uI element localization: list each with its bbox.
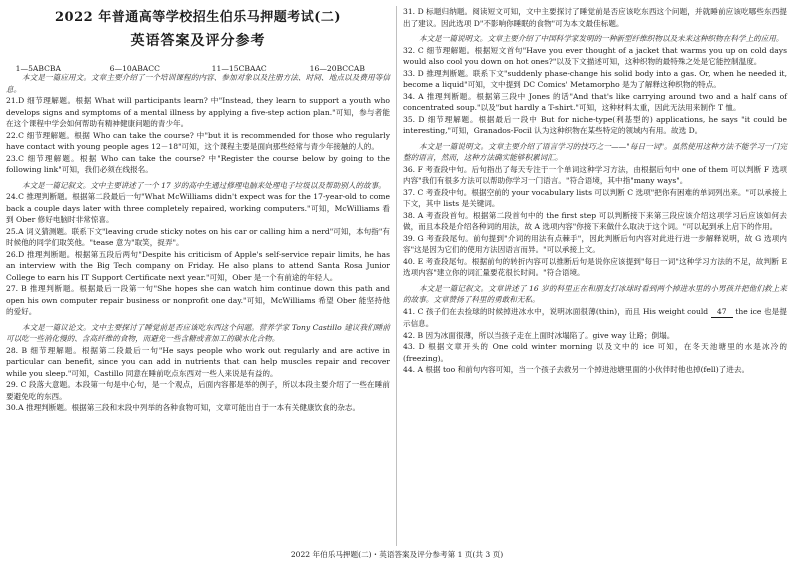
document-subtitle: 英语答案及评分参考 bbox=[130, 33, 266, 49]
exam-title: 2022 年普通高等学校招生伯乐马押题考试(二) bbox=[54, 10, 341, 25]
explanation-text: 41. C 孩子们在去捡球的时候掉进冰水中，说明冰面很薄(thin)，而且 His weight could bbox=[403, 306, 711, 316]
answer-explanation: 32. C 细节理解题。根据短文首句"Have you ever thought of a jacket that warms you up on cold days would also cool you down on hot ones?"以及下文描述可知，这种织物的最特殊之处是它能控制温度。 bbox=[403, 45, 787, 66]
answer-key-group: 1—5ABCBA bbox=[15, 64, 61, 73]
left-column bbox=[0, 0, 396, 567]
answer-explanation: 23.C 细节理解题。根据 Who can take the course? 中"Register the course below by going to the following link"可知，我们必须在线报名。 bbox=[6, 153, 390, 174]
answer-explanation bbox=[403, 306, 787, 330]
passage-summary: 本文是一篇说明文。文章主要介绍了语言学习的技巧之一——"每日一词"。虽然使用这种方法不能学习一门完整的语言，然而，这种方法确实能够积累词汇。 bbox=[403, 141, 787, 162]
right-content bbox=[403, 6, 787, 376]
answer-explanation: 36. F 考查段中句。后句指出了每天专注于一个单词这种学习方法，由根据后句中 one of them 可以判断 F 选项内容"我们有很多方法可以帮助你学习一门语言。"符合语境，其中指"many ways"。 bbox=[403, 164, 787, 185]
passage-summary: 本文是一篇记叙文。文章讲述了 16 岁的科里正在和朋友打冰球时看到两个掉进水里的小男孩并把他们救上来的故事。文章赞扬了科里的勇敢和无私。 bbox=[403, 283, 787, 304]
passage-summary: 本文是一篇说明文。文章主要介绍了中国科学家发明的一种新型纤维织物以及未来这种织物在科学上的应用。 bbox=[419, 34, 784, 43]
passage-summary: 本文是一篇记叙文。文中主要讲述了一个 17 岁的高中生通过修理电脑来处理电子垃圾以及帮助别人的故事。 bbox=[22, 180, 386, 190]
underlined-blank: 47 bbox=[711, 306, 733, 319]
answer-explanation: 40. E 考查段尾句。根据前句的转折内容可以推断后句是说你应该提到"每日一词"这种学习方法的不足，故判断 E 选项内容"建立你的词汇量要花很长时间。"符合语境。 bbox=[403, 256, 787, 277]
answer-explanation: 30.A 推理判断题。根据第三段和末段中列举的各种食物可知，文章可能出自于一本有关健康饮食的杂志。 bbox=[6, 403, 361, 412]
answer-explanation: 21.D 细节理解题。根据 What will participants learn? 中"Instead, they learn to support a youth who develops signs and symptoms of a mental illness by applying a five-step action plan."可知，参与者能在这个课程中学会如何帮助有精神健康问题的青少年。 bbox=[6, 96, 390, 128]
page-footer: 2022 年伯乐马押题(二)・英语答案及评分参考第 1 页(共 3 页) bbox=[290, 550, 504, 559]
answer-explanation: 27. B 推理判断题。根据最后一段第一句"She hopes she can watch him continue down this path and open his own computer repair business or nonprofit one day."可知，McWilliams 希望 Ober 能坚持他的爱好。 bbox=[6, 284, 390, 316]
passage-summary: 本文是一篇议论文。文中主要探讨了睡觉前是否应该吃东西这个问题。营养学家 Tony Castillo 建议我们睡前可以吃一些消化慢的、含高纤维的食物，而避免一些含糖或者加工的碳水化合物。 bbox=[6, 322, 390, 343]
answer-explanation: 22.C 细节理解题。根据 Who can take the course? 中"but it is recommended for those who regularly have contact with young people ages 12－18"可知，这个课程主要是面向那些经常与青少年接触的人的。 bbox=[6, 130, 390, 151]
answer-key-group: 6—10ABACC bbox=[109, 64, 160, 73]
answer-explanation: 44. A 根据 too 和前句内容可知，当一个孩子去救另一个掉进池塘里面的小伙伴时他也掉(fell)了进去。 bbox=[403, 365, 750, 374]
explanation-text: the ice 也是提示信息。 bbox=[403, 306, 787, 328]
answer-explanation: 34. A 推理判断题。根据第三段中 Jones 的话"And that's like carrying around two and a half cans of concentrated soup."以及"but hardly a T-shirt."可知，这种材料太重，因此无法用来制作 T 恤。 bbox=[403, 91, 787, 112]
answer-key-group: 16—20BCCAB bbox=[309, 64, 365, 73]
passage-summary: 本文是一篇应用文。文章主要介绍了一个培训课程的内容、参加对象以及注册方法、时间、地点以及费用等信息。 bbox=[6, 73, 390, 94]
left-content bbox=[6, 72, 390, 414]
answer-explanation: 29. C 段落大意题。本段第一句是中心句，是一个观点，后面内容都是举的例子，所以本段主要介绍了一些在睡前要避免吃的东西。 bbox=[6, 380, 390, 401]
answer-key-group: 11—15CBAAC bbox=[211, 64, 267, 73]
column-divider bbox=[396, 6, 397, 546]
answer-explanation: 33. D 推理判断题。联系下文"suddenly phase-change his solid body into a gas. Or, when he needed it, become a liquid"可知，文中提到 DC Comics' Metamorpho 是为了解释这种织物的特点。 bbox=[403, 68, 787, 89]
answer-explanation: 42. B 因为冰面很薄，所以当孩子走在上面时冰塌陷了。give way 让路；倒塌。 bbox=[403, 330, 675, 340]
answer-explanation: 25.A 词义猜测题。联系下文"leaving crude sticky notes on his car or calling him a nerd"可知，本句指"有时候他的同学们取笑他。"tease 意为"取笑，捉弄"。 bbox=[6, 226, 390, 247]
answer-explanation: 43. D 根据文章开头的 One cold winter morning 以及文中的 ice 可知，在冬天池塘里的水是冰冷的(freezing)。 bbox=[403, 342, 787, 363]
answer-explanation: 26.D 推理判断题。根据第五段后两句"Despite his criticism of Apple's self-service repair limits, he has an interview with the Big Tech company on Friday. He also plans to attend Santa Rosa Junior College to earn his IT Support Certificate next year."可知，Ober 是一个有前途的年轻人。 bbox=[6, 249, 390, 282]
answer-explanation: 28. B 细节理解题。根据第二段最后一句"He says people who work out regularly and are active in particular can benefit, since you can add in nutrients that can help muscles repair and recover while you sleep."可知，Castillo 同意在睡前吃点东西对一些人来说是有益的。 bbox=[6, 345, 390, 378]
answer-explanation: 39. G 考查段尾句。前句提到"介词的用法有点棘手"，因此判断后句内容对此进行进一步解释说明，故 G 选项内容"这是因为它们的使用方法因语言而异。"可以承接上文。 bbox=[403, 233, 787, 254]
right-column bbox=[399, 0, 794, 567]
answer-explanation: 24.C 推理判断题。根据第二段最后一句"What McWilliams didn't expect was for the 17-year-old to come back a couple days later with three completely repaired, working computers."可知，McWilliams 看到 Ober 修好电脑时非常惊喜。 bbox=[6, 192, 390, 224]
answer-explanation: 37. C 考查段中句。根据空前的 your vocabulary lists 可以判断 C 选项"把你有困难的单词列出来。"可以承接上下文，其中 lists 是关键词。 bbox=[403, 187, 787, 208]
answer-explanation: 31. D 标题归纳题。阅读短文可知，文中主要探讨了睡觉前是否应该吃东西这个问题，并就睡前应该吃哪些东西提出了建议。因此选项 D"不影响你睡眠的食物"可为本文最佳标题。 bbox=[403, 7, 787, 28]
answer-explanation: 38. A 考查段首句。根据第二段首句中的 the first step 可以判断接下来第三段应该介绍这项学习后应该如何去做，而且本段是介绍各种词的用法，故 A 选项内容"你接下来做什么取决于这个词。"可以起到承上启下的作用。 bbox=[403, 210, 787, 231]
answer-explanation: 35. D 细节理解题。根据最后一段中 But for niche-type(利基型的) applications, he says "it could be interesting,"可知，Granados-Focil 认为这种织物在某些特定的领域内有用。故选 D。 bbox=[403, 114, 787, 135]
